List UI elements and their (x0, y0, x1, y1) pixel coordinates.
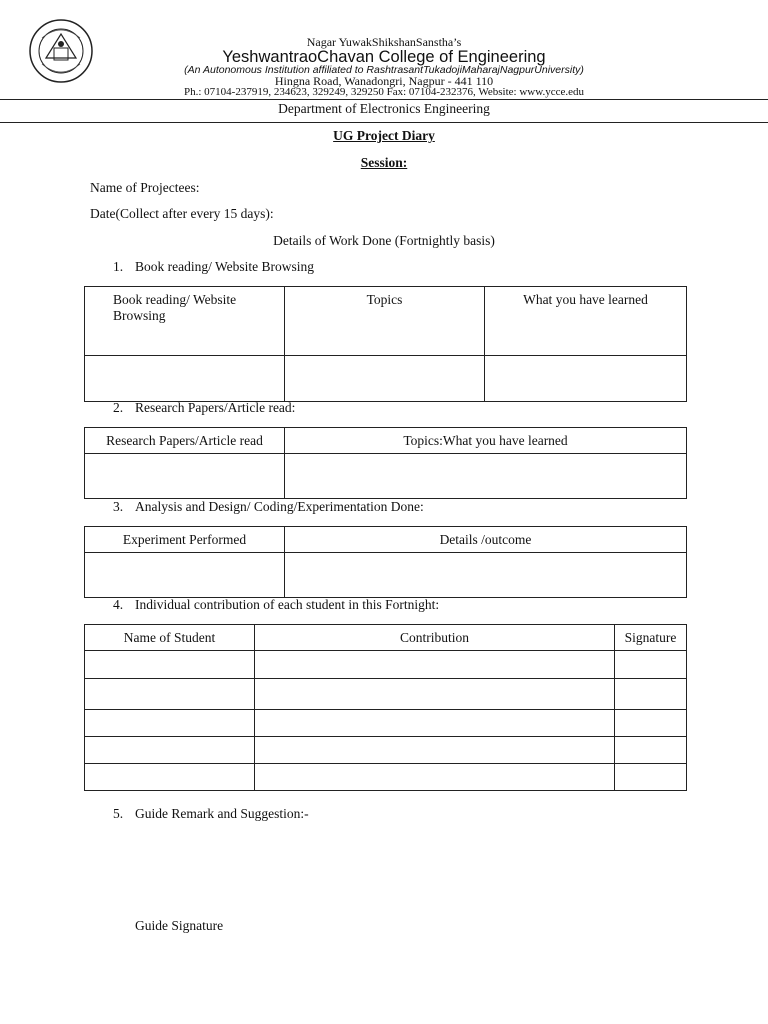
section-2-heading (113, 400, 295, 416)
table-cell[interactable] (255, 764, 615, 791)
date-label: Date(Collect after every 15 days): (90, 206, 274, 221)
table-cell[interactable] (85, 553, 285, 598)
column-header: Book reading/ Website Browsing (85, 287, 285, 356)
table-cell[interactable] (615, 737, 687, 764)
table-cell[interactable] (615, 710, 687, 737)
column-header: Topics:What you have learned (285, 428, 687, 454)
table-row (85, 553, 687, 598)
table-header-row (85, 527, 687, 553)
contribution-table (84, 624, 687, 791)
column-header: Topics (285, 287, 485, 356)
session-label: Session: (360, 155, 408, 170)
section-title: Guide Remark and Suggestion:- (135, 806, 309, 821)
table-row (85, 356, 687, 402)
table-cell[interactable] (85, 679, 255, 710)
department-name: Department of Electronics Engineering (278, 101, 490, 116)
trust-name: Nagar YuwakShikshanSanstha’s (306, 35, 462, 49)
table-cell[interactable] (85, 737, 255, 764)
table-cell[interactable] (255, 710, 615, 737)
column-header: Details /outcome (285, 527, 687, 553)
affiliation-text: (An Autonomous Institution affiliated to RashtrasantTukadojiMaharajNagpurUniversity) (184, 64, 584, 76)
column-header: What you have learned (485, 287, 687, 356)
table-cell[interactable] (285, 553, 687, 598)
table-cell[interactable] (85, 356, 285, 402)
table-cell[interactable] (615, 679, 687, 710)
table-row (85, 679, 687, 710)
header-divider-bottom (0, 122, 768, 123)
section-number: 4. (113, 597, 124, 612)
table-cell[interactable] (485, 356, 687, 402)
column-header: Signature (615, 625, 687, 651)
column-header: Experiment Performed (85, 527, 285, 553)
table-header-row (85, 428, 687, 454)
projectees-label: Name of Projectees: (90, 180, 200, 195)
table-header-row (85, 287, 687, 356)
form-title: UG Project Diary (333, 128, 435, 143)
section-number: 2. (113, 400, 124, 415)
section-number: 5. (113, 806, 124, 821)
book-reading-table (84, 286, 687, 402)
table-header-row (85, 625, 687, 651)
address-text: Hingna Road, Wanadongri, Nagpur - 441 110 (274, 74, 494, 88)
guide-signature-label: Guide Signature (135, 918, 224, 933)
header-divider-top (0, 99, 768, 100)
research-papers-table (84, 427, 687, 499)
table-row (85, 737, 687, 764)
section-title: Individual contribution of each student in this Fortnight: (135, 597, 440, 612)
details-heading: Details of Work Done (Fortnightly basis) (273, 233, 495, 248)
section-title: Analysis and Design/ Coding/Experimentation Done: (135, 499, 424, 514)
section-4-heading (113, 597, 439, 613)
column-header: Name of Student (85, 625, 255, 651)
column-header: Research Papers/Article read (85, 428, 285, 454)
table-row (85, 710, 687, 737)
column-header: Contribution (255, 625, 615, 651)
section-3-heading (113, 499, 424, 515)
table-cell[interactable] (255, 651, 615, 679)
table-cell[interactable] (255, 679, 615, 710)
table-row (85, 651, 687, 679)
table-cell[interactable] (85, 764, 255, 791)
section-5-heading (113, 806, 309, 822)
college-name: YeshwantraoChavan College of Engineering (222, 48, 546, 66)
table-cell[interactable] (285, 454, 687, 499)
table-cell[interactable] (85, 651, 255, 679)
section-title: Research Papers/Article read: (135, 400, 296, 415)
table-cell[interactable] (615, 651, 687, 679)
section-title: Book reading/ Website Browsing (135, 259, 315, 274)
table-cell[interactable] (85, 710, 255, 737)
section-number: 3. (113, 499, 124, 514)
section-number: 1. (113, 259, 124, 274)
table-cell[interactable] (615, 764, 687, 791)
table-cell[interactable] (255, 737, 615, 764)
table-cell[interactable] (85, 454, 285, 499)
table-row (85, 454, 687, 499)
section-1-heading (113, 259, 314, 275)
table-row (85, 764, 687, 791)
contact-text: Ph.: 07104-237919, 234623, 329249, 329250 Fax: 07104-232376, Website: www.ycce.edu (184, 86, 584, 98)
experiment-table (84, 526, 687, 598)
table-cell[interactable] (285, 356, 485, 402)
